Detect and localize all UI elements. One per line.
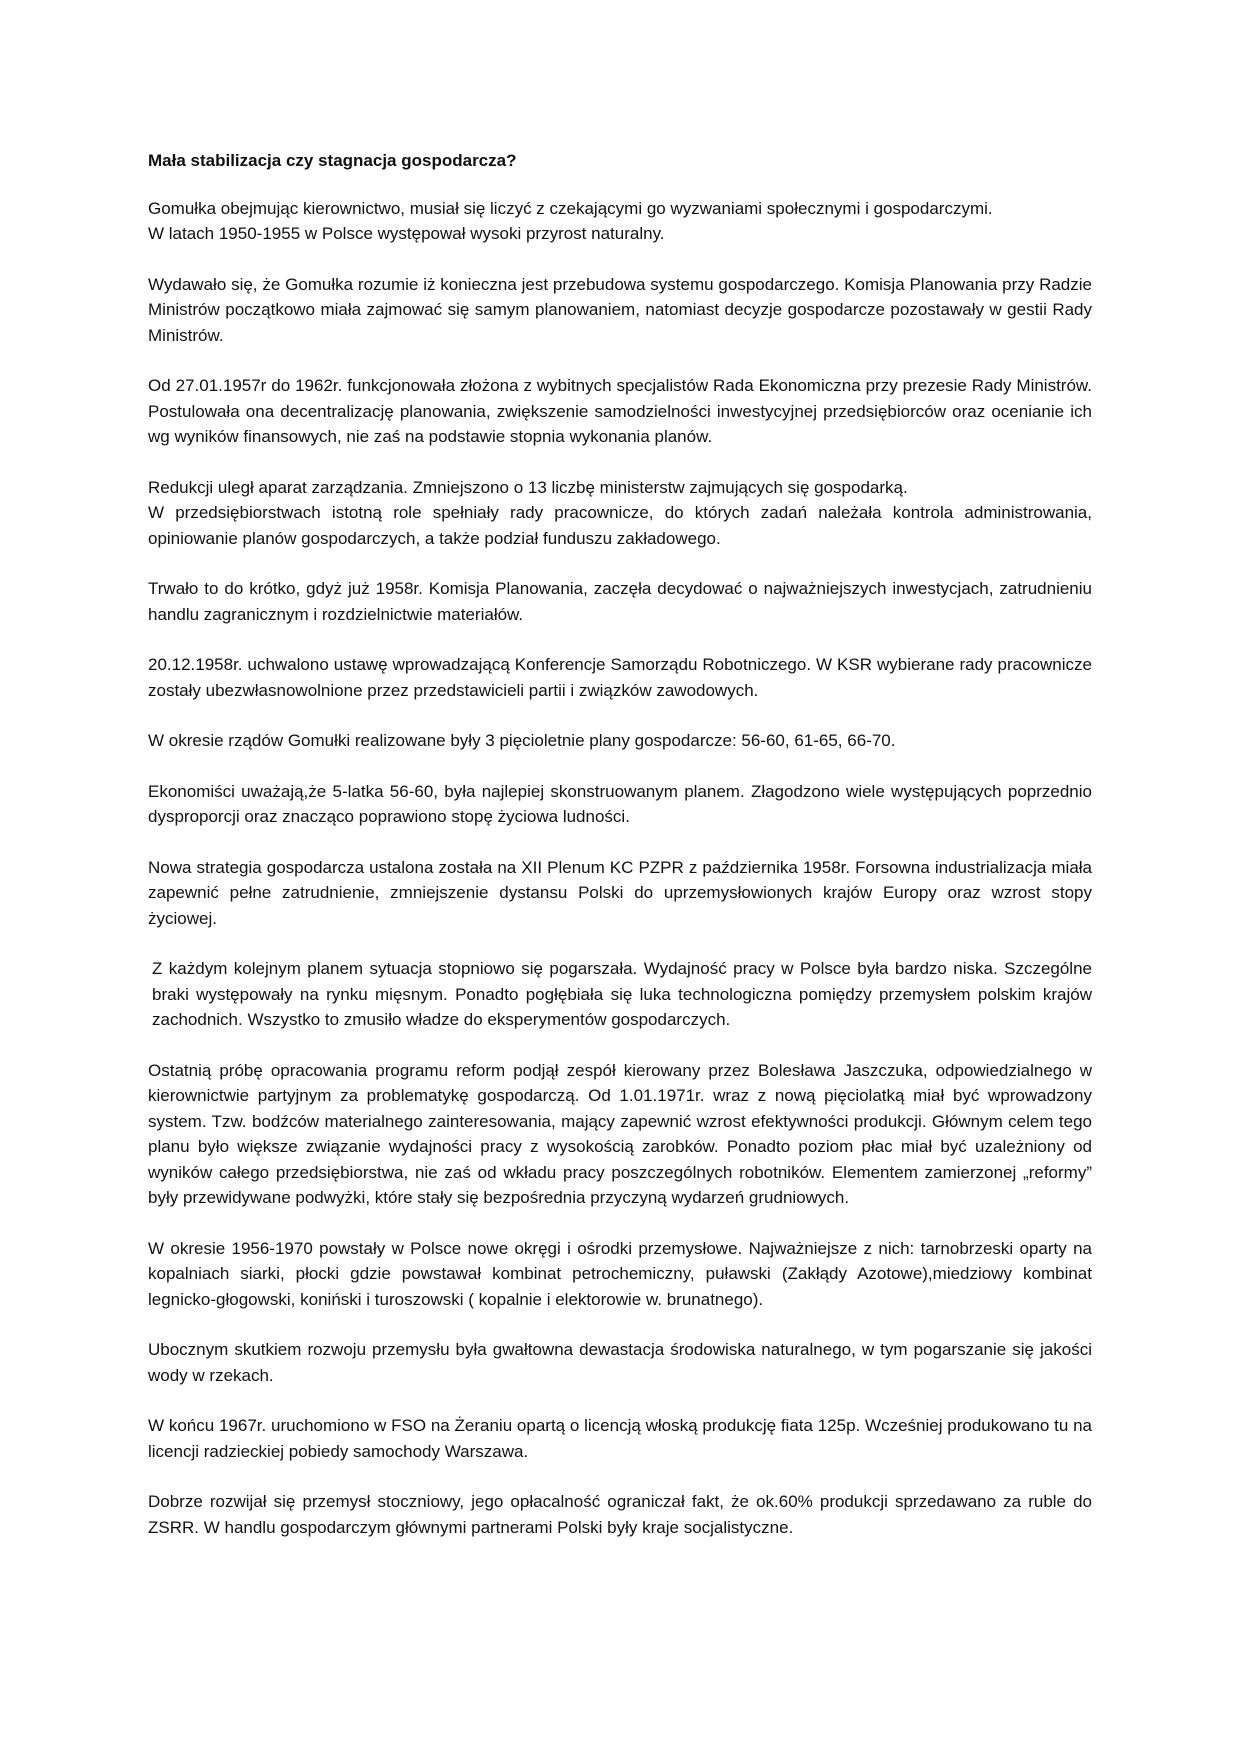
paragraph-11: Ostatnią próbę opracowania programu reform podjął zespół kierowany przez Bolesława Jaszczuka, odpowiedzialnego w kierownictwie partyjnym za problematykę gospodarczą. Od 1.01.1971r. wraz z nową pięciolatką miał być wprowadzony system. Tzw. bodźców materialnego zainteresowania, mający zapewnić wzrost efektywności produkcji. Głównym celem tego planu było większe związanie wydajności pracy z wysokością zarobków. Ponadto poziom płac miał być uzależniony od wyników całego przedsiębiorstwa, nie zaś od wkładu pracy poszczególnych robotników. Elementem zamierzonej „reformy” były przewidywane podwyżki, które stały się bezpośrednia przyczyną wydarzeń grudniowych. [148, 1060, 1092, 1207]
paragraph-2: Wydawało się, że Gomułka rozumie iż konieczna jest przebudowa systemu gospodarczego. Komisja Planowania przy Radzie Ministrów początkowo miała zajmować się samym planowaniem, natomiast decyzje gospodarcze pozostawały w gestii Rady Ministrów. [148, 274, 1092, 345]
document-page [148, 148, 1092, 1565]
paragraph-4-line-2: W przedsiębiorstwach istotną role spełniały rady pracownicze, do których zadań należała kontrola administrowania, opiniowanie planów gospodarczych, a także podział funduszu zakładowego. [148, 503, 1092, 548]
paragraph-9: Nowa strategia gospodarcza ustalona została na XII Plenum KC PZPR z października 1958r. Forsowna industrializacja miała zapewnić pełne zatrudnienie, zmniejszenie dystansu Polski do uprzemysłowionych krajów Europy oraz wzrost stopy życiowej. [148, 857, 1092, 928]
paragraph-12: W okresie 1956-1970 powstały w Polsce nowe okręgi i ośrodki przemysłowe. Najważniejsze z nich: tarnobrzeski oparty na kopalniach siarki, płocki gdzie powstawał kombinat petrochemiczny, puławski (Zakłądy Azotowe),miedziowy kombinat legnicko-głogowski, koniński i turoszowski ( kopalnie i elektorowie w. brunatnego). [148, 1238, 1092, 1309]
paragraph-14: W końcu 1967r. uruchomiono w FSO na Żeraniu opartą o licencją włoską produkcję fiata 125p. Wcześniej produkowano tu na licencji radzieckiej pobiedy samochody Warszawa. [148, 1416, 1092, 1461]
paragraph-10: Z każdym kolejnym planem sytuacja stopniowo się pogarszała. Wydajność pracy w Polsce była bardzo niska. Szczególne braki występowały na rynku mięsnym. Ponadto pogłębiała się luka technologiczna pomiędzy przemysłem polskim krajów zachodnich. Wszystko to zmusiło władze do eksperymentów gospodarczych. [152, 959, 1092, 1029]
paragraph-15: Dobrze rozwijał się przemysł stoczniowy, jego opłacalność ograniczał fakt, że ok.60% produkcji sprzedawano za ruble do ZSRR. W handlu gospodarczym głównymi partnerami Polski były kraje socjalistyczne. [148, 1492, 1092, 1537]
paragraph-7: W okresie rządów Gomułki realizowane były 3 pięcioletnie plany gospodarcze: 56-60, 61-65, 66-70. [148, 731, 896, 750]
paragraph-3: Od 27.01.1957r do 1962r. funkcjonowała złożona z wybitnych specjalistów Rada Ekonomiczna przy prezesie Rady Ministrów. Postulowała ona decentralizację planowania, zwiększenie samodzielności inwestycyjnej przedsiębiorców oraz ocenianie ich wg wyników finansowych, nie zaś na podstawie stopnia wykonania planów. [148, 376, 1092, 446]
paragraph-4-line-1: Redukcji uległ aparat zarządzania. Zmniejszono o 13 liczbę ministerstw zajmujących się gospodarką. [148, 477, 908, 497]
paragraph-13: Ubocznym skutkiem rozwoju przemysłu była gwałtowna dewastacja środowiska naturalnego, w tym pogarszanie się jakości wody w rzekach. [148, 1340, 1092, 1385]
document-title: Mała stabilizacja czy stagnacja gospodarcza? [148, 151, 517, 170]
paragraph-1-line-1: Gomułka obejmując kierownictwo, musiał się liczyć z czekającymi go wyzwaniami społecznymi i gospodarczymi. [148, 198, 993, 218]
paragraph-5: Trwało to do krótko, gdyż już 1958r. Komisja Planowania, zaczęła decydować o najważniejszych inwestycjach, zatrudnieniu handlu zagranicznym i rozdzielnictwie materiałów. [148, 579, 1092, 624]
paragraph-8: Ekonomiści uważają,że 5-latka 56-60, była najlepiej skonstruowanym planem. Złagodzono wiele występujących poprzednio dysproporcji oraz znacząco poprawiono stopę życiowa ludności. [148, 781, 1092, 826]
paragraph-1-line-2: W latach 1950-1955 w Polsce występował wysoki przyrost naturalny. [148, 224, 665, 243]
paragraph-6: 20.12.1958r. uchwalono ustawę wprowadzającą Konferencje Samorządu Robotniczego. W KSR wybierane rady pracownicze zostały ubezwłasnowolnione przez przedstawicieli partii i związków zawodowych. [148, 655, 1092, 700]
paragraph-1 [148, 196, 1092, 247]
paragraph-4 [148, 475, 1092, 552]
